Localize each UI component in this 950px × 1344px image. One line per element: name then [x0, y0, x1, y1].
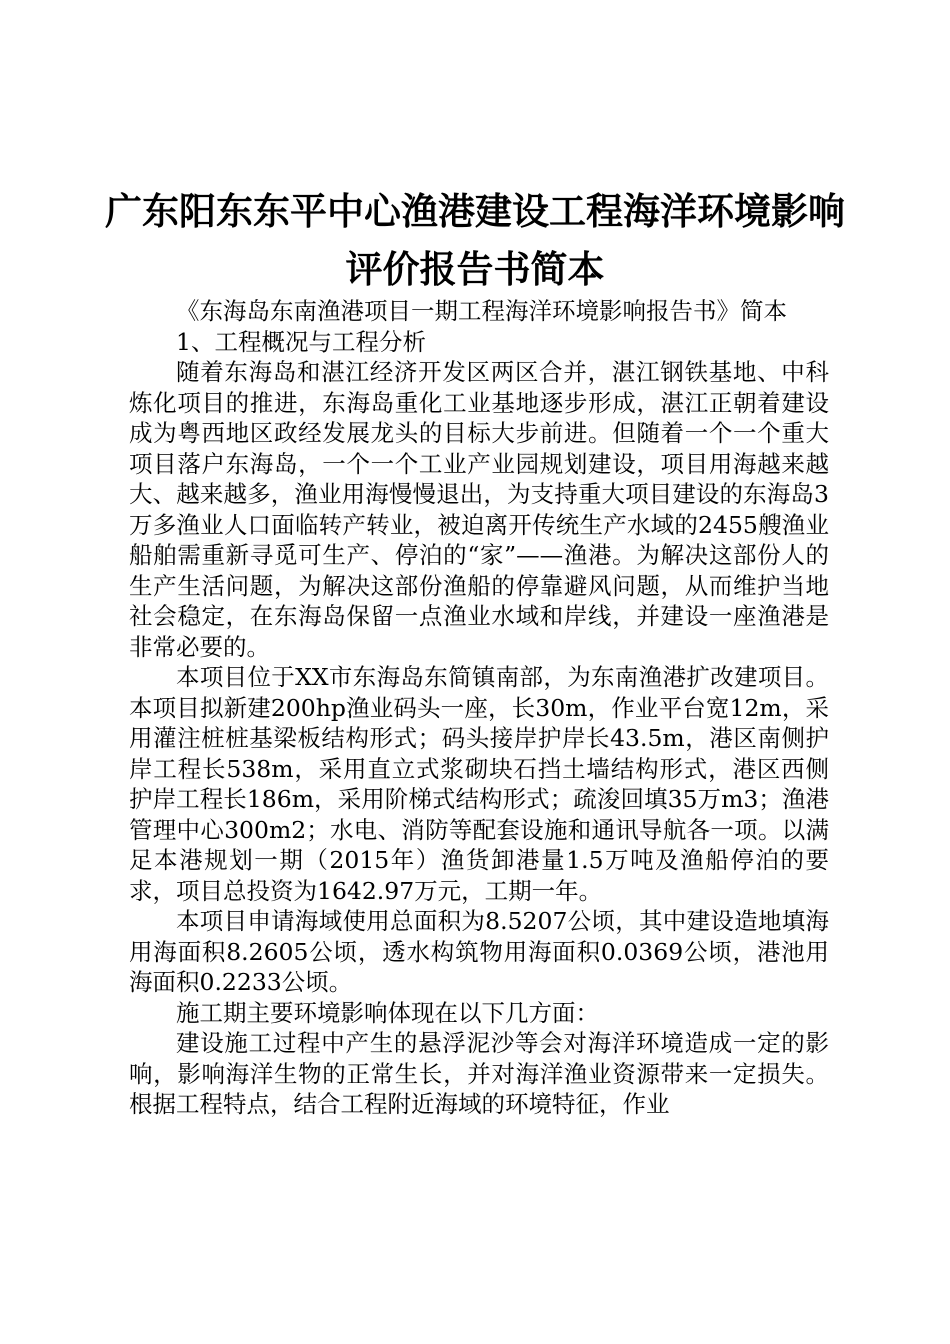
- document-body: [129, 296, 829, 1120]
- paragraph-report-name: 《东海岛东南渔港项目一期工程海洋环境影响报告书》简本: [176, 297, 787, 325]
- paragraph-suspended-sediment: 建设施工过程中产生的悬浮泥沙等会对海洋环境造成一定的影响，影响海洋生物的正常生长，并对海洋渔业资源带来一定损失。根据工程特点，结合工程附近海域的环境特征，作业: [129, 1029, 829, 1118]
- document-title: 广东阳东东平中心渔港建设工程海洋环境影响评价报告书简本: [105, 189, 845, 291]
- paragraph-background: 随着东海岛和湛江经济开发区两区合并，湛江钢铁基地、中科炼化项目的推进，东海岛重化工业基地逐步形成，湛江正朝着建设成为粤西地区政经发展龙头的目标大步前进。但随着一个一个重大项目落户东海岛，一个一个工业产业园规划建设，项目用海越来越大、越来越多，渔业用海慢慢退出，为支持重大项目建设的东海岛3万多渔业人口面临转产转业，被迫离开传统生产水域的2455艘渔业船舶需重新寻觅可生产、停泊的“家”——渔港。为解决这部份人的生产生活问题，为解决这部份渔船的停靠避风问题，从而维护当地社会稳定，在东海岛保留一点渔业水域和岸线，并建设一座渔港是非常必要的。: [129, 358, 829, 661]
- paragraph-construction-impact-intro: 施工期主要环境影响体现在以下几方面：: [176, 998, 599, 1027]
- section-heading-project-overview: 1、工程概况与工程分析: [176, 327, 426, 356]
- paragraph-project-location: 本项目位于XX市东海岛东简镇南部，为东南渔港扩改建项目。本项目拟新建200hp渔业码头一座，长30m，作业平台宽12m，采用灌注桩桩基梁板结构形式；码头接岸护岸长43.5m，港区南侧护岸工程长538m，采用直立式浆砌块石挡土墙结构形式，港区西侧护岸工程长186m，采用阶梯式结构形式；疏浚回填35万m3；渔港管理中心300m2；水电、消防等配套设施和通讯导航各一项。以满足本港规划一期（2015年）渔货卸港量1.5万吨及渔船停泊的要求，项目总投资为1642.97万元，工期一年。: [129, 663, 829, 905]
- paragraph-sea-area: 本项目申请海域使用总面积为8.5207公顷，其中建设造地填海用海面积8.2605公顷，透水构筑物用海面积0.0369公顷，港池用海面积0.2233公顷。: [129, 907, 829, 996]
